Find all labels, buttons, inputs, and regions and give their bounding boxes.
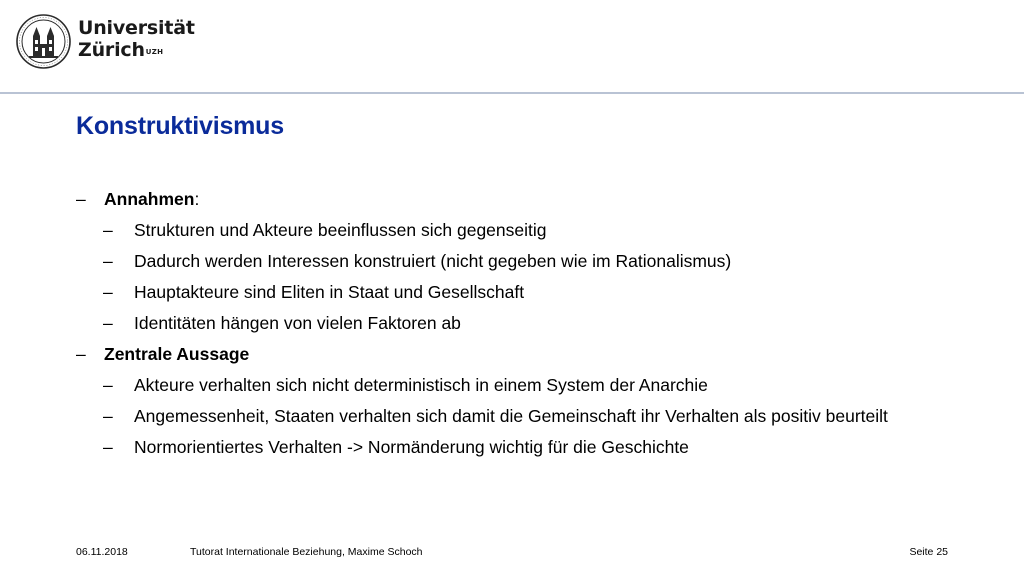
university-wordmark [78,17,195,61]
bullet-text [104,184,199,215]
list-item [76,401,976,432]
bullet-text: Identitäten hängen von vielen Faktoren ab [134,313,461,333]
bullet-dash: – [103,406,113,426]
list-item [76,184,976,215]
bullet-label: Zentrale Aussage [104,344,250,364]
list-item [76,339,976,370]
university-name-line2 [78,39,195,61]
slide-header [0,0,1024,94]
bullet-dash: – [103,282,113,302]
bullet-text: Normorientiertes Verhalten -> Normänderung wichtig für die Geschichte [134,437,689,457]
university-name-line1: Universität [78,17,195,39]
footer-date: 06.11.2018 [76,546,128,558]
bullet-suffix: : [194,189,200,209]
list-item [76,215,976,246]
bullet-text: Akteure verhalten sich nicht deterministisch in einem System der Anarchie [134,375,708,395]
footer-course: Tutorat Internationale Beziehung, Maxime Schoch [190,546,423,558]
slide-title: Konstruktivismus [76,112,284,140]
bullet-dash: – [103,251,113,271]
list-item [76,246,976,277]
bullet-text: Hauptakteure sind Eliten in Staat und Gesellschaft [134,282,525,302]
bullet-dash: – [76,189,86,209]
list-item [76,308,976,339]
university-seal-icon [16,14,71,69]
bullet-dash: – [103,375,113,395]
bullet-label: Annahmen [104,189,195,209]
list-item [76,277,976,308]
list-item [76,432,976,463]
footer-page-number: Seite 25 [909,546,948,558]
list-item [76,370,976,401]
university-city: Zürich [78,39,145,61]
slide-footer [0,546,1024,562]
bullet-dash: – [76,344,86,364]
bullet-dash: – [103,437,113,457]
slide-content [76,184,976,463]
bullet-text: Strukturen und Akteure beeinflussen sich gegenseitig [134,220,547,240]
bullet-dash: – [103,313,113,333]
bullet-text: Dadurch werden Interessen konstruiert (nicht gegeben wie im Rationalismus) [134,251,732,271]
bullet-text: Angemessenheit, Staaten verhalten sich damit die Gemeinschaft ihr Verhalten als positiv beurteilt [134,406,888,426]
university-abbr: UZH [145,48,164,56]
header-divider [0,92,1024,94]
bullet-dash: – [103,220,113,240]
